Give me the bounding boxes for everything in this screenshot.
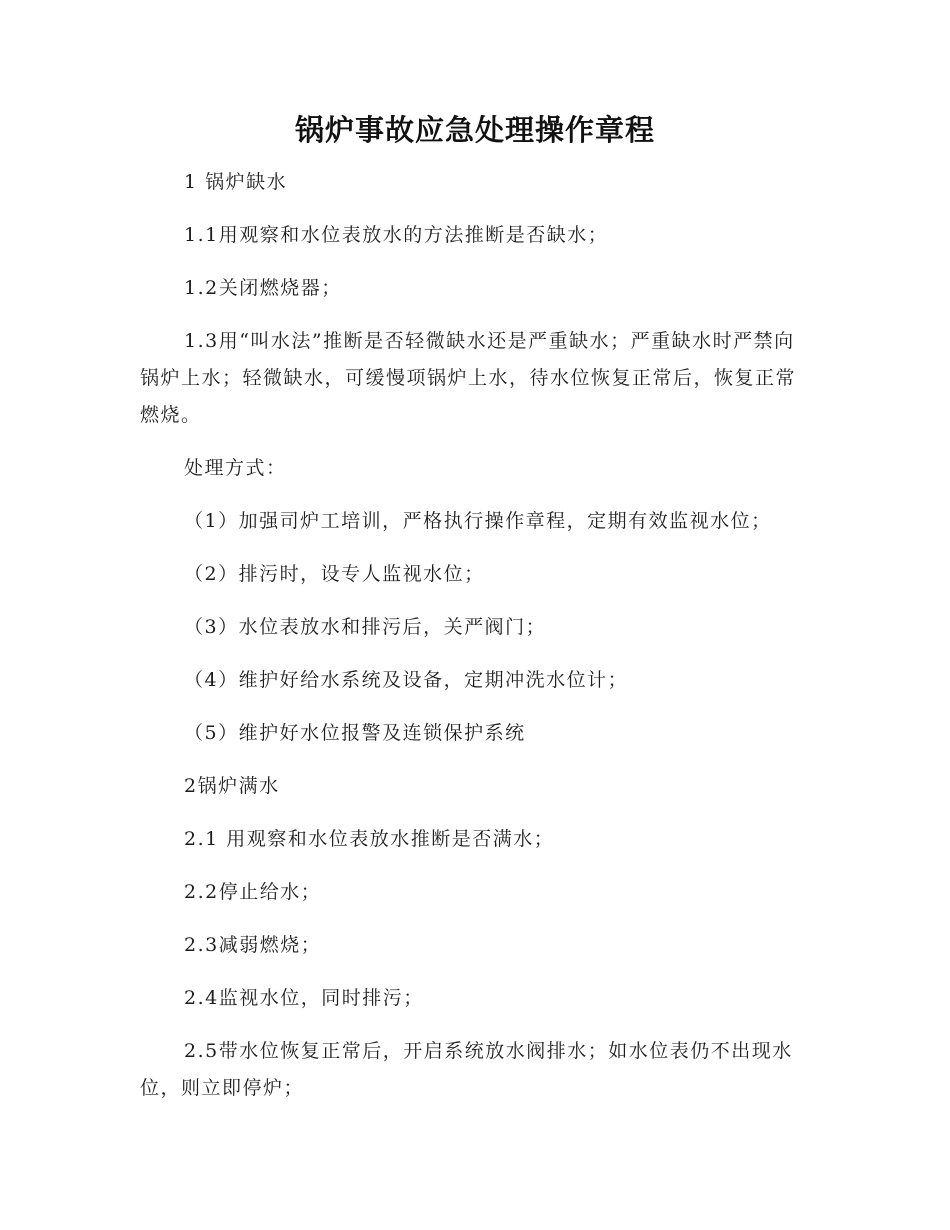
- paragraph-gap: [140, 1017, 812, 1033]
- paragraph-gap: [140, 593, 812, 609]
- paragraph-gap: [140, 254, 812, 270]
- paragraph-8: （3）水位表放水和排污后，关严阀门；: [184, 616, 547, 638]
- paragraph-12: 2.1 用观察和水位表放水推断是否满水；: [184, 828, 555, 850]
- paragraph-14: 2.3减弱燃烧；: [184, 934, 322, 956]
- paragraph-gap: [140, 307, 812, 323]
- paragraph-13: 2.2停止给水；: [184, 881, 322, 903]
- paragraph-gap: [140, 752, 812, 768]
- paragraph-1: 1 锅炉缺水: [184, 171, 288, 193]
- paragraph-5: 处理方式：: [184, 457, 287, 479]
- paragraph-3: 1.2关闭燃烧器；: [184, 277, 342, 299]
- paragraph-10: （5）维护好水位报警及连锁保护系统: [184, 722, 526, 744]
- paragraph-gap: [140, 699, 812, 715]
- paragraph-gap: [140, 646, 812, 662]
- paragraph-9: （4）维护好给水系统及设备，定期冲洗水位计；: [184, 669, 629, 691]
- paragraph-gap: [140, 540, 812, 556]
- paragraph-11: 2锅炉满水: [184, 775, 280, 797]
- paragraph-gap: [140, 858, 812, 874]
- document-body: [140, 164, 812, 1107]
- paragraph-gap: [140, 911, 812, 927]
- paragraph-6: （1）加强司炉工培训，严格执行操作章程，定期有效监视水位；: [184, 510, 772, 532]
- paragraph-7: （2）排污时，设专人监视水位；: [184, 563, 485, 585]
- paragraph-16: 2.5带水位恢复正常后，开启系统放水阀排水；如水位表仍不出现水位，则立即停炉；: [140, 1040, 793, 1099]
- paragraph-15: 2.4监视水位，同时排污；: [184, 987, 424, 1009]
- paragraph-2: 1.1用观察和水位表放水的方法推断是否缺水；: [184, 224, 609, 246]
- document-title: 锅炉事故应急处理操作章程: [294, 113, 655, 147]
- paragraph-4: 1.3用“叫水法”推断是否轻微缺水还是严重缺水；严重缺水时严禁向锅炉上水；轻微缺水，可缓慢项锅炉上水，待水位恢复正常后，恢复正常燃烧。: [140, 330, 797, 426]
- paragraph-gap: [140, 434, 812, 450]
- paragraph-gap: [140, 487, 812, 503]
- paragraph-gap: [140, 201, 812, 217]
- paragraph-gap: [140, 964, 812, 980]
- paragraph-gap: [140, 805, 812, 821]
